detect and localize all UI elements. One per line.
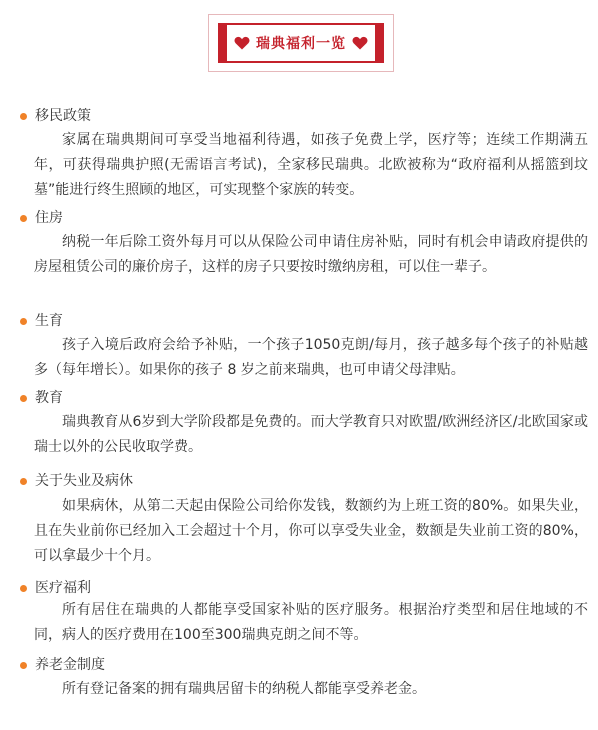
bullet-dot [20,395,27,402]
section-heading: 医疗福利 [35,580,91,596]
section-heading: 住房 [35,210,63,226]
bullet-dot [20,318,27,325]
bullet-dot [20,478,27,485]
section-heading: 关于失业及病休 [35,473,133,489]
section-heading: 养老金制度 [35,657,105,673]
section-body: 如果病休，从第二天起由保险公司给你发钱，数额约为上班工资的80%。如果失业，且在失业前你已经加入工会超过十个月，你可以享受失业金，数额是失业前工资的80%，可以拿最少十个月。 [34,498,588,564]
title-banner-frame [218,23,384,63]
bullet-dot [20,215,27,222]
section-body: 孩子入境后政府会给予补贴，一个孩子1050克朗/每月，孩子越多每个孩子的补贴越多（每年增长）。如果你的孩子 8 岁之前来瑞典，也可申请父母津贴。 [34,337,588,378]
bullet-dot [20,113,27,120]
title-banner [208,14,394,72]
section-body: 家属在瑞典期间可享受当地福利待遇，如孩子免费上学，医疗等；连续工作期满五年，可获得瑞典护照(无需语言考试)，全家移民瑞典。北欧被称为“政府福利从摇篮到坟墓”能进行终生照顾的地区，可实现整个家族的转变。 [34,132,588,198]
section-heading: 教育 [35,390,63,406]
section-body: 纳税一年后除工资外每月可以从保险公司申请住房补贴，同时有机会申请政府提供的房屋租赁公司的廉价房子，这样的房子只要按时缴纳房租，可以住一辈子。 [34,234,588,275]
section-body: 瑞典教育从6岁到大学阶段都是免费的。而大学教育只对欧盟/欧洲经济区/北欧国家或瑞士以外的公民收取学费。 [34,414,588,455]
section-heading: 移民政策 [35,108,91,124]
section-body: 所有居住在瑞典的人都能享受国家补贴的医疗服务。根据治疗类型和居住地域的不同，病人的医疗费用在100至300瑞典克朗之间不等。 [34,602,588,643]
section-body: 所有登记备案的拥有瑞典居留卡的纳税人都能享受养老金。 [62,681,426,697]
bullet-dot [20,585,27,592]
title-banner-card [227,25,375,61]
bullet-dot [20,662,27,669]
page-title: 瑞典福利一览 [256,36,346,52]
section-heading: 生育 [35,313,63,329]
heart-icon [234,36,250,50]
heart-icon [352,36,368,50]
